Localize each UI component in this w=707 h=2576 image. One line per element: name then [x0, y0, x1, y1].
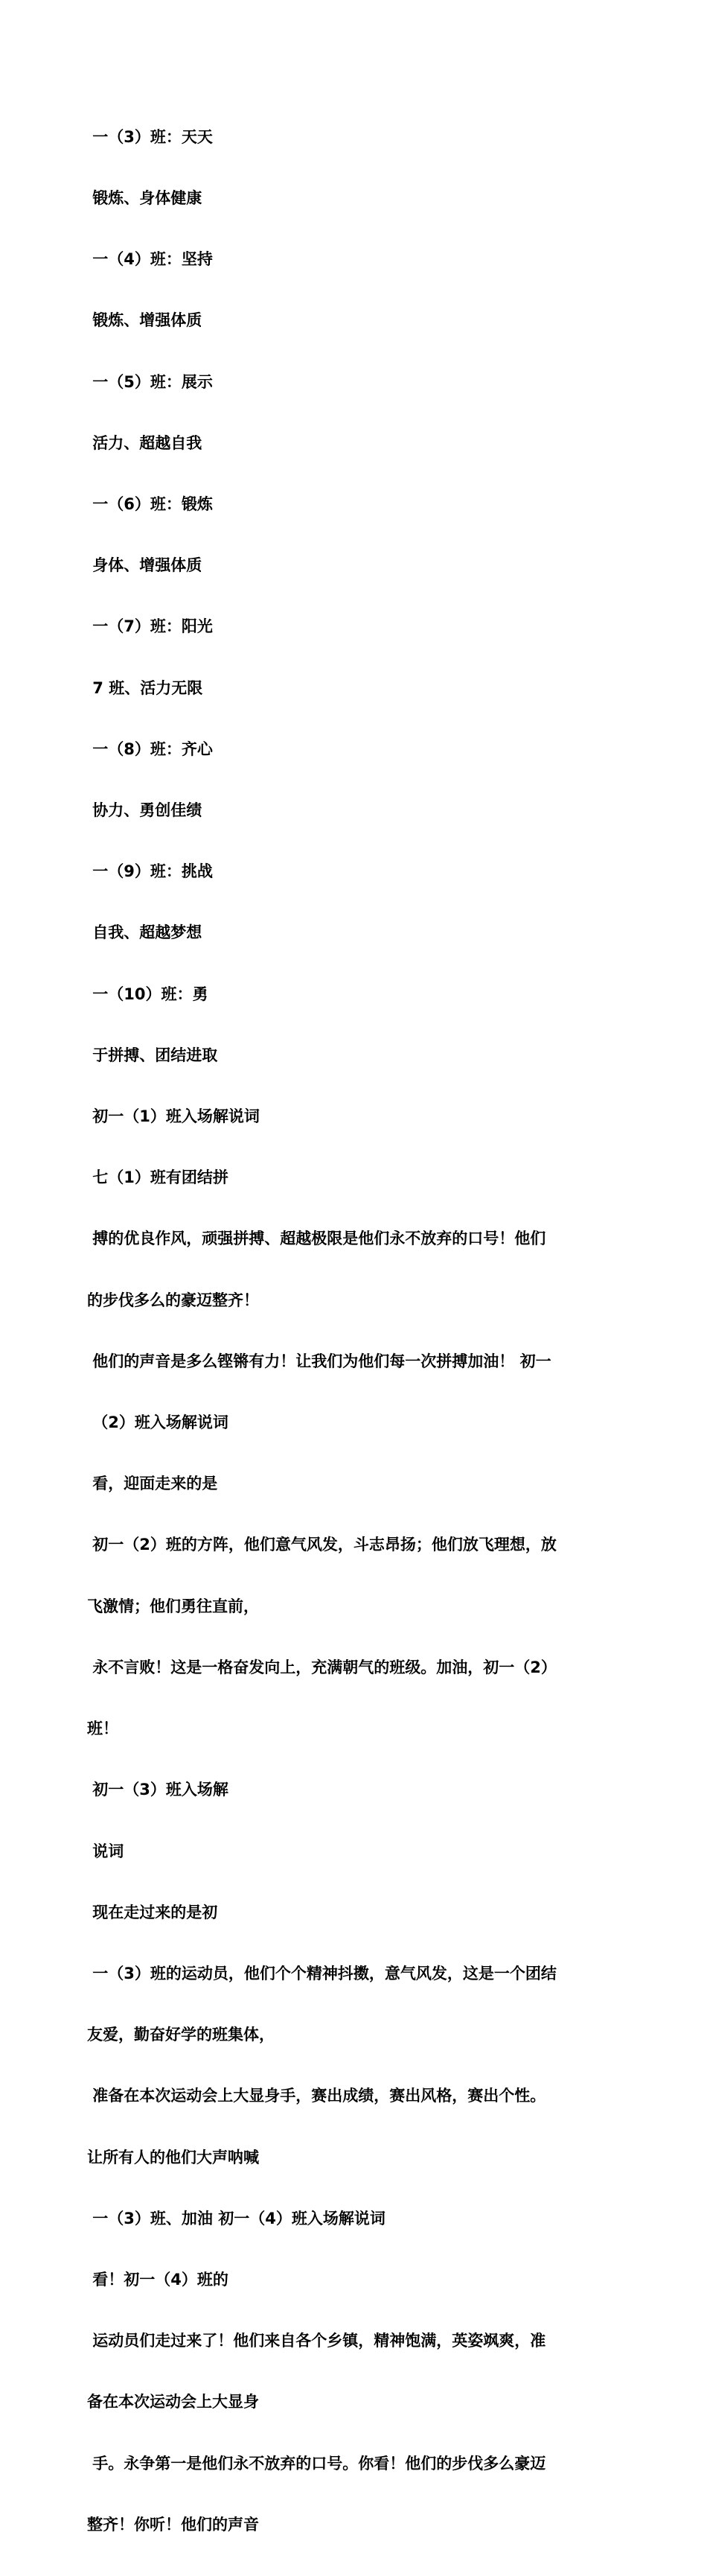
- text-line: 说词: [87, 1842, 124, 1860]
- text-line: 搏的优良作风，顽强拼搏、超越极限是他们永不放弃的口号！他们: [87, 1230, 546, 1248]
- text-line: 他们的声音是多么铿锵有力！让我们为他们每一次拼搏加油！ 初一: [87, 1352, 551, 1370]
- text-line: 七（1）班有团结拼: [87, 1168, 228, 1187]
- text-line: 看，迎面走来的是: [87, 1475, 218, 1493]
- text-line: 班！: [87, 1720, 118, 1738]
- text-line: 一（6）班：锻炼: [87, 495, 213, 514]
- text-line: 协力、勇创佳绩: [87, 801, 202, 820]
- text-line: 锻炼、身体健康: [87, 189, 202, 208]
- text-line: 一（3）班的运动员，他们个个精神抖擞，意气风发，这是一个团结: [87, 1964, 557, 1982]
- text-line: 运动员们走过来了！他们来自各个乡镇，精神饱满，英姿飒爽，准: [87, 2332, 546, 2350]
- text-line: 活力、超越自我: [87, 433, 202, 452]
- document-body: [87, 86, 623, 2576]
- text-line: 友爱，勤奋好学的班集体，: [87, 2026, 275, 2044]
- text-line: 7 班、活力无限: [87, 678, 203, 697]
- text-line: 身体、增强体质: [87, 556, 202, 575]
- text-line: 初一（1）班入场解说词: [87, 1107, 260, 1126]
- text-line: 让所有人的他们大声呐喊: [87, 2148, 259, 2166]
- text-line: （2）班入场解说词: [87, 1413, 228, 1432]
- text-line: 自我、超越梦想: [87, 923, 202, 942]
- text-line: 整齐！你听！他们的声音: [87, 2515, 259, 2534]
- text-line: 准备在本次运动会上大显身手，赛出成绩，赛出风格，赛出个性。: [87, 2087, 546, 2105]
- text-line: 一（8）班：齐心: [87, 740, 213, 758]
- text-line: 一（3）班：天天: [87, 127, 213, 146]
- text-line: 看！初一（4）班的: [87, 2270, 228, 2289]
- text-line: 永不言败！这是一格奋发向上，充满朝气的班级。加油，初一（2）: [87, 1658, 557, 1676]
- text-line: 一（7）班：阳光: [87, 617, 213, 636]
- text-line: 一（10）班：勇: [87, 985, 208, 1003]
- text-line: 一（3）班、加油 初一（4）班入场解说词: [87, 2209, 386, 2227]
- text-line: 锻炼、增强体质: [87, 311, 202, 330]
- text-line: 现在走过来的是初: [87, 1903, 218, 1921]
- text-line: 一（5）班：展示: [87, 372, 213, 391]
- text-line: 飞激情；他们勇往直前，: [87, 1597, 259, 1615]
- text-line: 一（9）班：挑战: [87, 862, 213, 881]
- text-line: 于拼搏、团结进取: [87, 1046, 218, 1064]
- text-line: 备在本次运动会上大显身: [87, 2393, 259, 2411]
- text-line: 的步伐多么的豪迈整齐！: [87, 1291, 259, 1309]
- text-line: 手。永争第一是他们永不放弃的口号。你看！他们的步伐多么豪迈: [87, 2454, 546, 2472]
- text-line: 一（4）班：坚持: [87, 250, 213, 269]
- text-line: 初一（2）班的方阵，他们意气风发，斗志昂扬；他们放飞理想，放: [87, 1536, 557, 1554]
- text-line: 初一（3）班入场解: [87, 1781, 228, 1799]
